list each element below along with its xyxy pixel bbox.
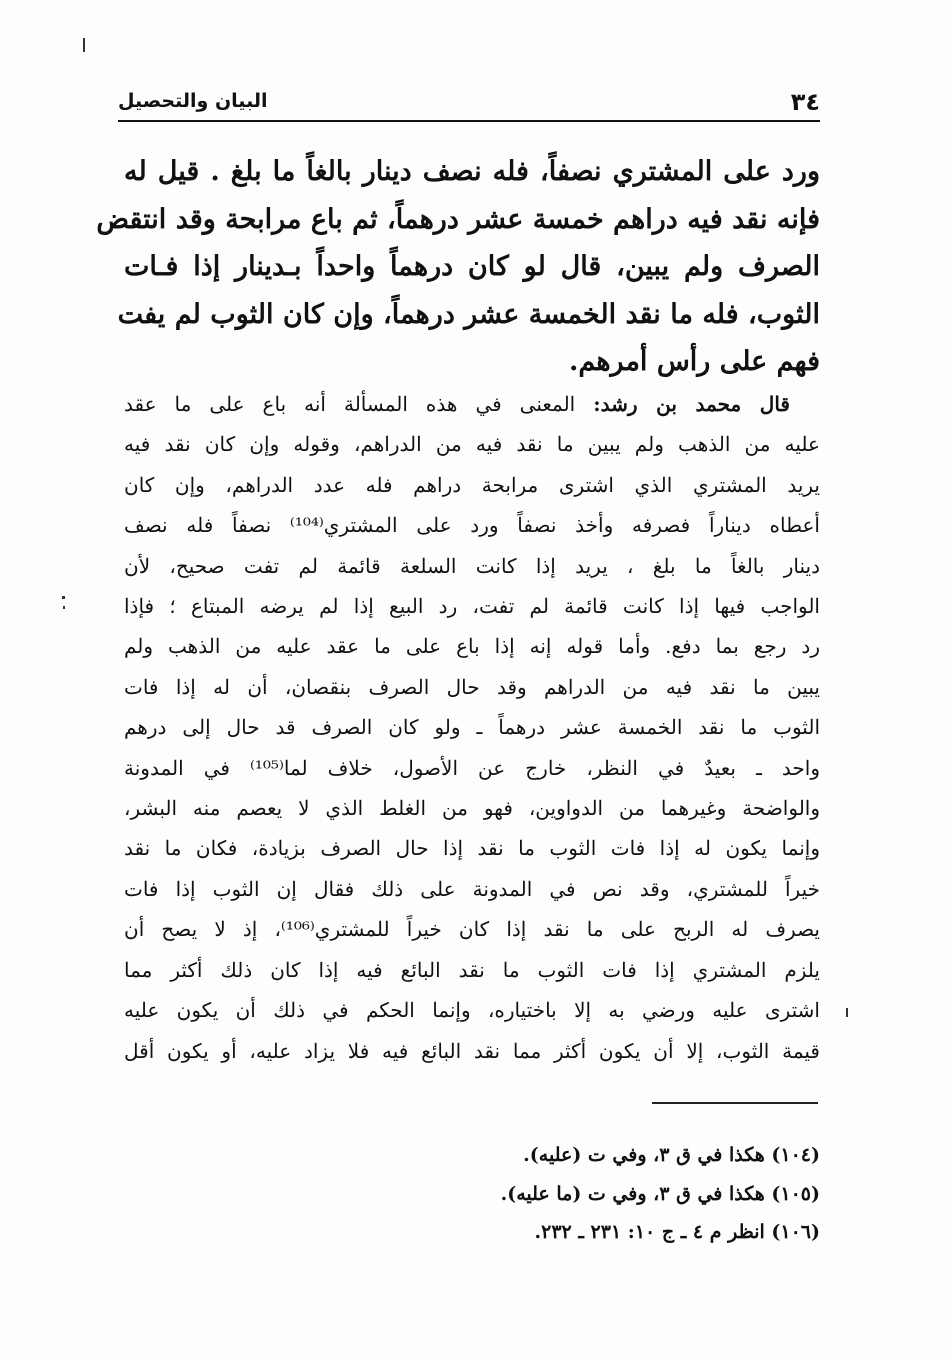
book-title: البيان والتحصيل (118, 90, 268, 112)
scan-artifact-mark (62, 596, 65, 599)
first-line-text: المعنى في هذه المسألة أنه باع على ما عقد (124, 392, 594, 416)
header-rule (118, 120, 820, 122)
footnote-104: (١٠٤) هكذا في ق ٣، وفي ت (عليه). (523, 1144, 820, 1166)
footnote-105: (١٠٥) هكذا في ق ٣، وفي ت (ما عليه). (500, 1182, 820, 1205)
text-line: خيراً للمشتري، وقد نص في المدونة على ذلك فقال إن الثوب إذا فات (124, 876, 820, 901)
commentary-lead: قال محمد بن رشد: (593, 392, 790, 416)
text-line-first (124, 384, 820, 424)
text-line: قيمة الثوب، إلا أن يكون أكثر مما نقد البائع فيه فلا يزاد عليه، أو يكون أقل (124, 1038, 820, 1063)
text-line: أعطاه ديناراً فصرفه وأخذ نصفاً ورد على المشتري⁽¹⁰⁴⁾ نصفاً فله نصف (124, 513, 820, 538)
text-line: فإنه نقد فيه دراهم خمسة عشر درهماً، ثم باع مرابحة وقد انتقض (96, 203, 820, 235)
text-line: الثوب، فله ما نقد الخمسة عشر درهماً، وإن كان الثوب لم يفت (117, 298, 820, 330)
footnote-106: (١٠٦) انظر م ٤ ـ ج ١٠: ٢٣١ ـ ٢٣٢. (534, 1221, 820, 1243)
text-line: دينار بالغاً ما بلغ ، يريد إذا كانت السلعة قائمة لم تفت صحيح، لأن (124, 553, 820, 578)
page-number: ٣٤ (790, 88, 820, 116)
text-line: والواضحة وغيرهما من الدواوين، فهو من الغلط الذي لا يعصم منه البشر، (124, 796, 820, 821)
text-line: ورد على المشتري نصفاً، فله نصف دينار بالغاً ما بلغ . قيل له (124, 156, 820, 187)
scan-artifact-mark (83, 38, 85, 52)
footnote-separator (652, 1102, 818, 1104)
text-line: وإنما يكون له إذا فات الثوب ما نقد إذا حال الصرف بزيادة، فكان ما نقد (124, 836, 820, 861)
text-line: يبين ما نقد فيه من الدراهم وقد حال الصرف بنقصان، أن له إذا فات (124, 674, 820, 699)
scan-artifact-mark (846, 1008, 848, 1017)
text-line: الواجب فيها إذا كانت قائمة لم تفت، رد البيع إذا لم يرضه المبتاع ؛ فإذا (124, 594, 820, 619)
text-line: يلزم المشتري إذا فات الثوب ما نقد البائع فيه إذا كان ذلك أكثر مما (124, 957, 820, 982)
text-line: فهم على رأس أمرهم. (568, 346, 820, 378)
running-header (118, 84, 820, 122)
footnotes (260, 1136, 820, 1252)
text-line: اشترى عليه ورضي به إلا باختياره، وإنما الحكم في ذلك أن يكون عليه (124, 998, 820, 1023)
text-line: عليه من الذهب ولم يبين ما نقد فيه من الدراهم، وقوله وإن كان نقد فيه (124, 432, 820, 457)
paragraph-2 (124, 384, 820, 1071)
text-line: الثوب ما نقد الخمسة عشر درهماً ـ ولو كان الصرف قد حال إلى درهم (124, 715, 820, 740)
text-line: الصرف ولم يبين، قال لو كان درهماً واحداً بـدينار إذا فـات (124, 251, 820, 283)
text-line: واحد ـ بعيدٌ في النظر، خارج عن الأصول، خلاف لما⁽¹⁰⁵⁾ في المدونة (124, 755, 820, 780)
text-line: يريد المشتري الذي اشترى مرابحة دراهم فله عدد الدراهم، وإن كان (124, 472, 820, 497)
text-line: رد رجع بما دفع. وأما قوله إنه إذا باع على ما عقد عليه من الذهب ولم (124, 634, 820, 659)
text-line: يصرف له الربح على ما نقد إذا كان خيراً للمشتري⁽¹⁰⁶⁾، إذ لا يصح أن (124, 917, 821, 942)
paragraph-1 (96, 148, 820, 386)
scan-artifact-mark (63, 606, 65, 609)
